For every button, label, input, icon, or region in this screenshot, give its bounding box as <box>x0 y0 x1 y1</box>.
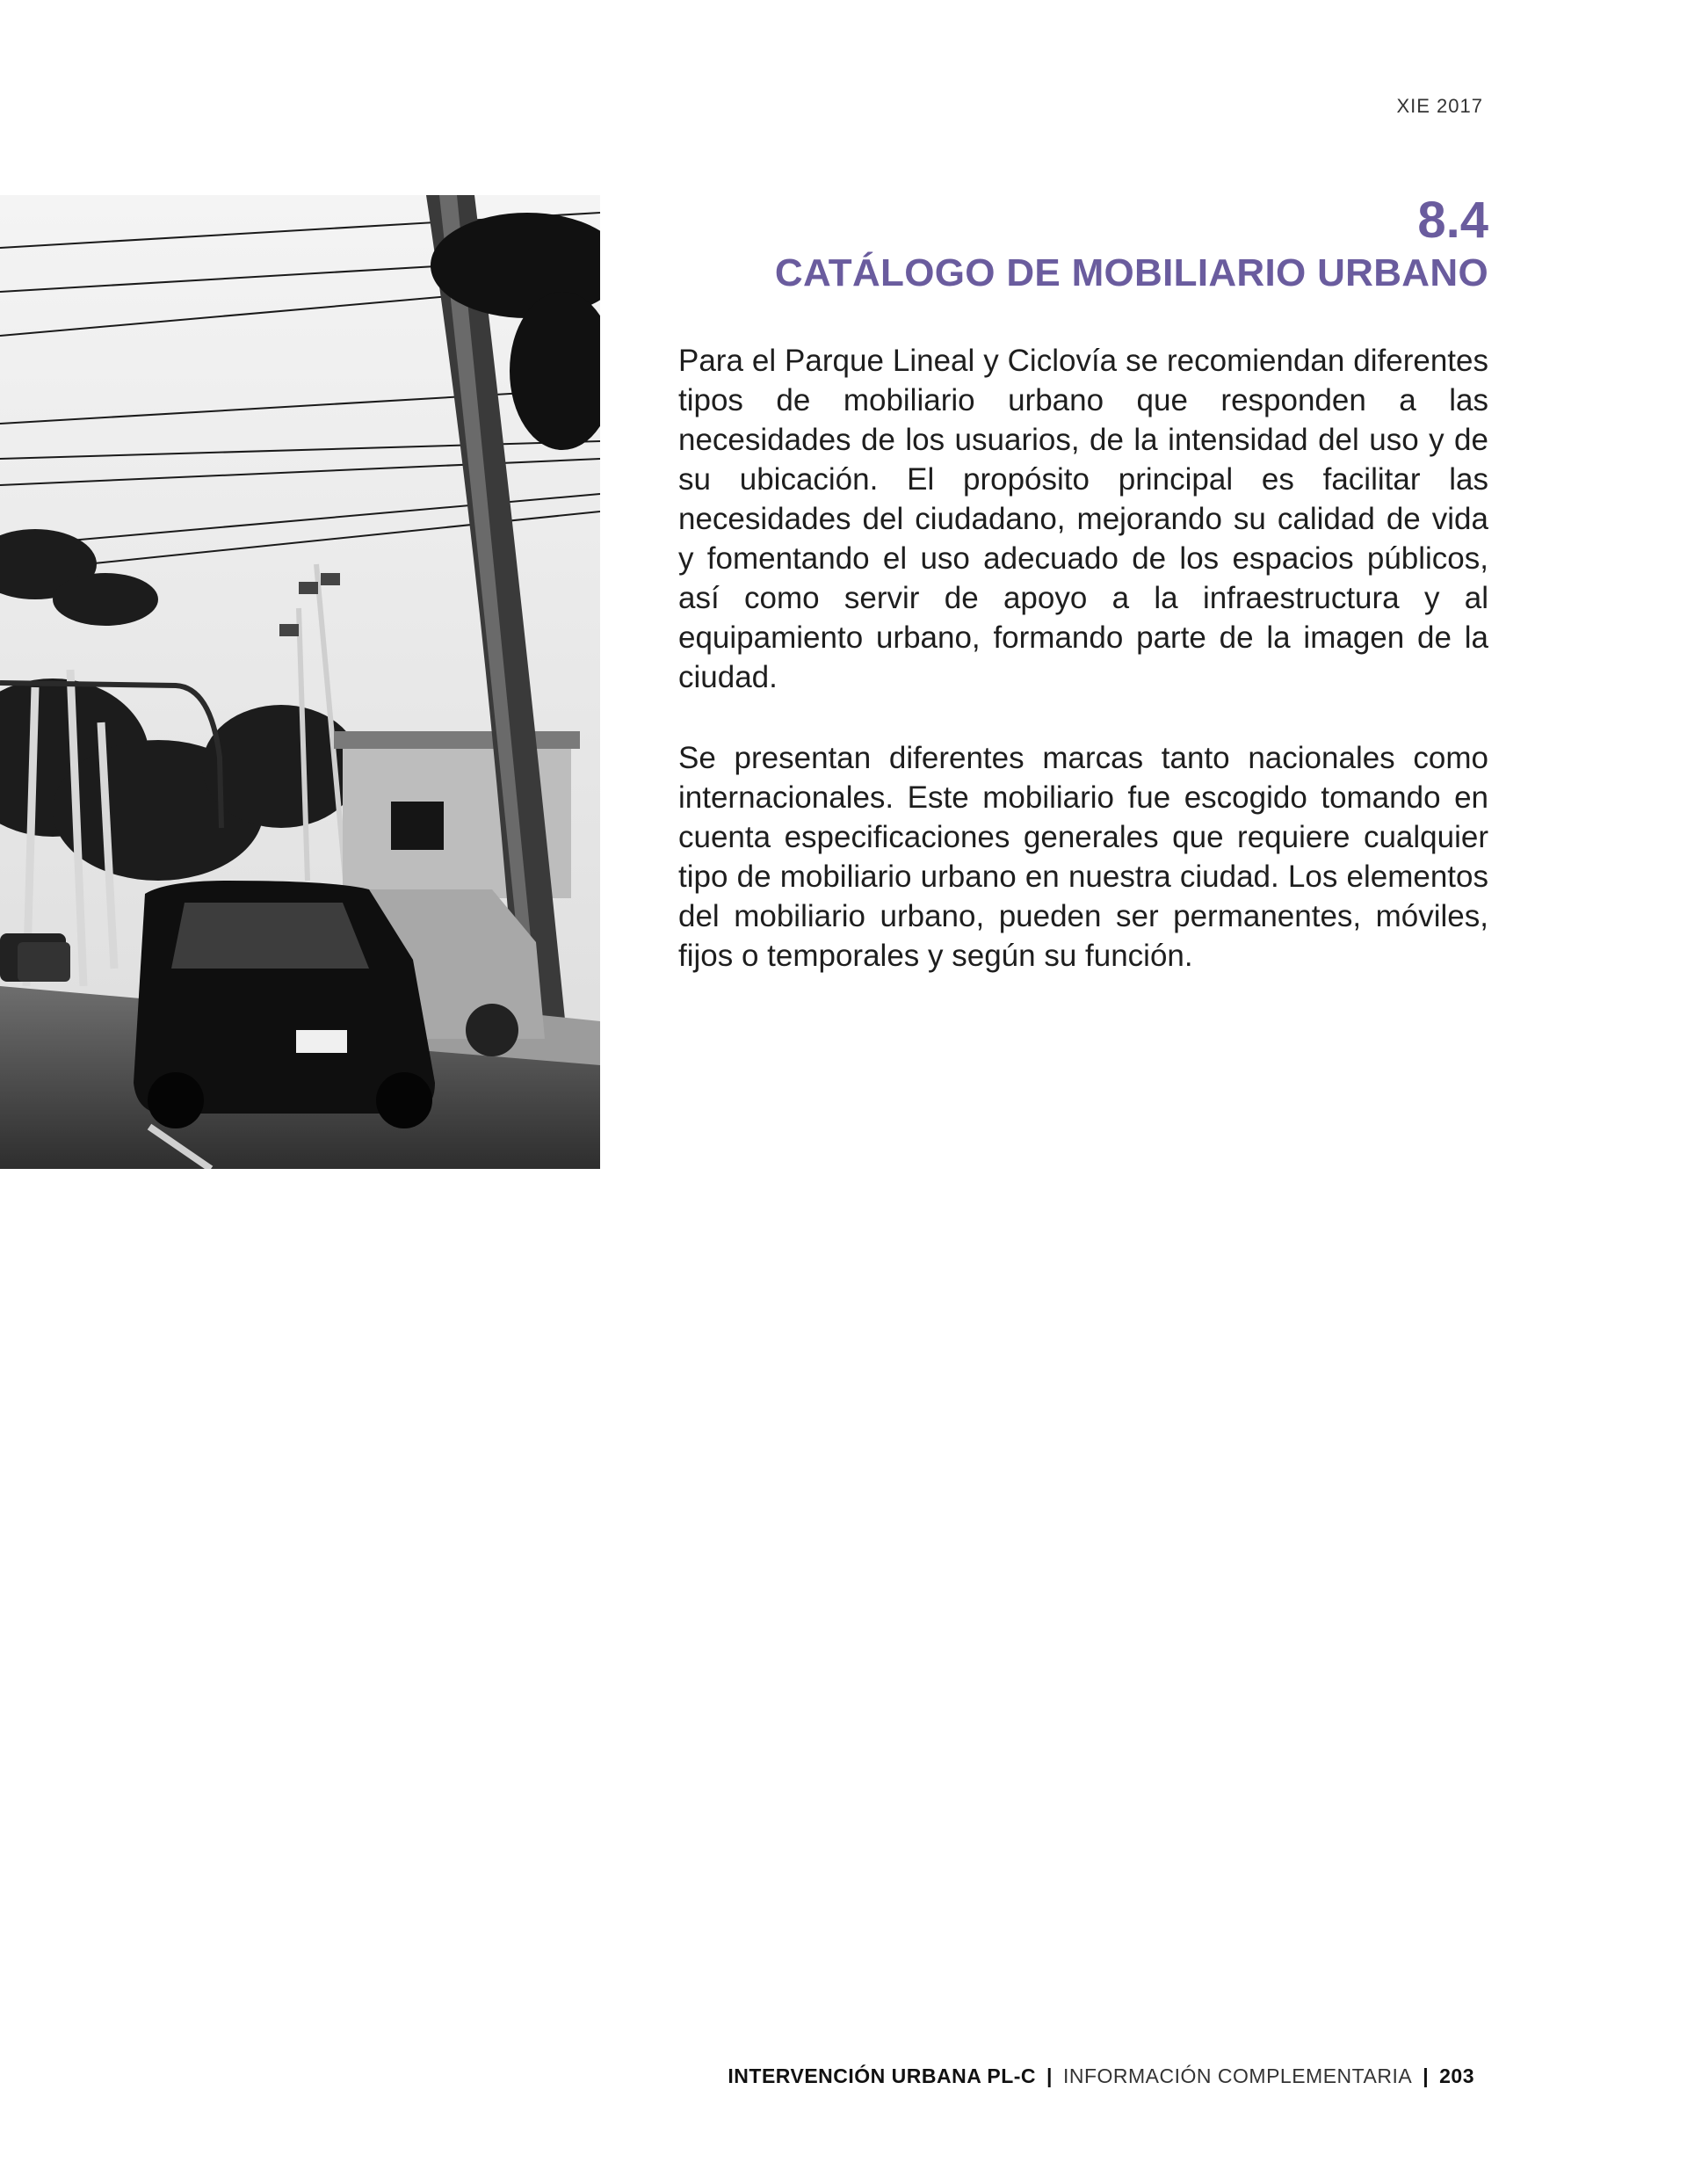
body-paragraph-1: Para el Parque Lineal y Ciclovía se recomiendan diferentes tipos de mobiliario urbano que responden a las necesidades de los usuarios, de la intensidad del uso y de su ubicación. El propósito principal es facilitar las necesidades del ciudadano, mejorando su calidad de vida y fomentando el uso adecuado de los espacios públicos, así como servir de apoyo a la infraestructura y al equipamiento urbano, formando parte de la imagen de la ciudad. <box>678 344 1488 694</box>
header-year: XIE 2017 <box>1396 95 1483 117</box>
page-number: 203 <box>1439 2064 1474 2087</box>
section-number: 8.4 <box>1417 192 1488 249</box>
footer-separator-2: | <box>1423 2064 1430 2087</box>
section-title: CATÁLOGO DE MOBILIARIO URBANO <box>774 251 1488 294</box>
street-photo-illustration <box>0 195 600 1169</box>
footer-project: INTERVENCIÓN URBANA PL-C <box>728 2064 1037 2087</box>
street-palm-trees-photo <box>0 195 600 1169</box>
footer-separator-1: | <box>1046 2064 1053 2087</box>
page-footer <box>728 2064 1474 2088</box>
footer-section: INFORMACIÓN COMPLEMENTARIA <box>1062 2064 1413 2087</box>
body-paragraph-2: Se presentan diferentes marcas tanto nacionales como internacionales. Este mobiliario fue escogido tomando en cuenta especificaciones generales que requiere cualquier tipo de mobiliario urbano en nuestra ciudad. Los elementos del mobiliario urbano, pueden ser permanentes, móviles, fijos o temporales y según su función. <box>678 741 1488 973</box>
